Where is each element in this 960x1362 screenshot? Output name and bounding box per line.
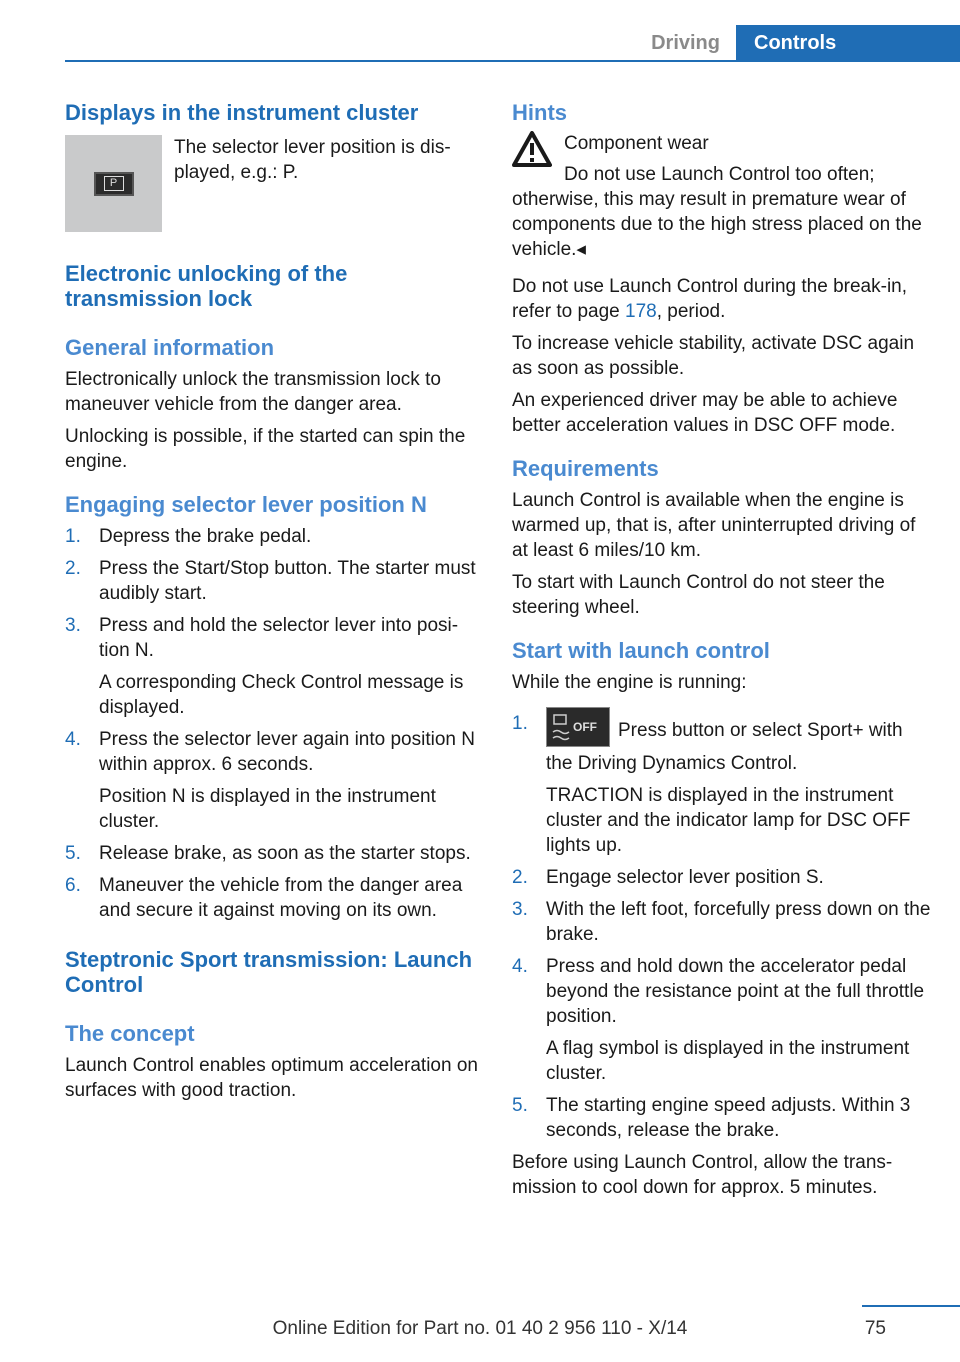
list-item (512, 954, 932, 1086)
heading-requirements: Requirements (512, 456, 659, 481)
paragraph: To increase vehicle stability, activate DSC again as soon as possible. (512, 333, 915, 379)
list-item (65, 556, 480, 606)
section-label: Driving (651, 32, 720, 54)
paragraph: Electronically unlock the transmission lock to maneuver vehicle from the danger area. (65, 369, 441, 415)
hint-text: otherwise, this may result in premature wear of components due to the high stress placed on the vehicle.◂ (512, 189, 922, 260)
selector-figure-row (65, 135, 480, 232)
heading-the-concept: The concept (65, 1021, 195, 1046)
paragraph: Before using Launch Control, allow the transmission to cool down for approx. 5 minutes. (512, 1152, 893, 1198)
step-number: 5. (65, 843, 81, 864)
step-number: 3. (65, 615, 81, 636)
step-number: 6. (65, 875, 81, 896)
list-item (65, 841, 480, 866)
step-text: Maneuver the vehicle from the danger area and secure it against moving on its own. (99, 875, 463, 921)
step-number: 1. (512, 713, 528, 734)
paragraph: Launch Control enables optimum acceleration on surfaces with good traction. (65, 1055, 478, 1101)
list-item (65, 524, 480, 549)
list-item (512, 711, 932, 858)
text-span: Do not use Launch Control during the break-in, refer to page (512, 276, 908, 322)
list-item (512, 1093, 932, 1143)
step-number: 4. (512, 956, 528, 977)
dsc-off-label: OFF (573, 720, 597, 734)
footer-edition: Online Edition for Part no. 01 40 2 956 110 - X/14 (272, 1318, 688, 1339)
paragraph: An experienced driver may be able to achieve better acceleration values in DSC OFF mode. (512, 390, 898, 436)
step-number: 5. (512, 1095, 528, 1116)
step-text-span: Press button or select Sport+ with the Driving Dynamics Control. (546, 720, 903, 774)
step-note: TRACTION is displayed in the instrument cluster and the indicator lamp for DSC OFF lights up. (546, 785, 911, 856)
paragraph: Unlocking is possible, if the started can spin the engine. (65, 426, 466, 472)
steps-list-right (512, 711, 932, 1143)
step-text: Engage selector lever position S. (546, 867, 824, 888)
step-number: 2. (512, 867, 528, 888)
chapter-tab: Controls (736, 25, 960, 61)
heading-start-launch-control: Start with launch control (512, 638, 770, 663)
footer-rule (862, 1305, 960, 1307)
selector-symbol: P (104, 176, 124, 191)
step-text: With the left foot, forcefully press down on the brake. (546, 899, 931, 945)
page-header (65, 25, 960, 61)
heading-hints: Hints (512, 100, 567, 125)
page-number: 75 (864, 1318, 886, 1339)
selector-display-icon (94, 172, 134, 196)
step-text: Press and hold the selector lever into position N. (99, 615, 459, 661)
list-item (65, 873, 480, 923)
heading-displays: Displays in the instrument cluster (65, 100, 419, 125)
step-text: Release brake, as soon as the starter stops. (99, 843, 471, 864)
list-item (512, 865, 932, 890)
hint-body (564, 125, 875, 187)
selector-position-image (65, 135, 162, 232)
paragraph-break-in (512, 274, 932, 324)
hint-block (512, 125, 932, 187)
paragraph: The selector lever position is displayed, e.g.: P. (174, 137, 451, 183)
text-span: , period. (656, 301, 726, 322)
paragraph: Launch Control is available when the engine is warmed up, that is, after uninterrupted driving of at least 6 miles/10 km. (512, 490, 916, 561)
hint-first-line: Do not use Launch Control too often; (564, 164, 875, 185)
right-column (512, 100, 932, 1207)
heading-electronic-unlocking: Electronic unlocking of the transmission lock (65, 261, 348, 311)
list-item (65, 727, 480, 834)
hint-heading: Component wear (564, 133, 709, 154)
heading-general-information: General information (65, 335, 275, 360)
step-text: Depress the brake pedal. (99, 526, 312, 547)
page-link-178[interactable]: 178 (625, 301, 657, 322)
dsc-off-button-icon (546, 707, 610, 747)
step-text: Press the selector lever again into position N within approx. 6 seconds. (99, 729, 475, 775)
steps-list-left (65, 524, 480, 923)
paragraph: To start with Launch Control do not steer the steering wheel. (512, 572, 885, 618)
header-rule (65, 60, 960, 62)
heading-engaging-n: Engaging selector lever position N (65, 492, 427, 517)
step-number: 3. (512, 899, 528, 920)
step-number: 2. (65, 558, 81, 579)
step-note: A flag symbol is displayed in the instrument cluster. (546, 1038, 910, 1084)
paragraph: While the engine is running: (512, 672, 747, 693)
step-note: Position N is displayed in the instrument cluster. (99, 786, 436, 832)
step-text: Press the Start/Stop button. The starter must audibly start. (99, 558, 476, 604)
step-note: A corresponding Check Control message is displayed. (99, 672, 464, 718)
list-item (512, 897, 932, 947)
step-text: Press and hold down the accelerator pedal beyond the resistance point at the full throttle position. (546, 956, 925, 1027)
step-text (546, 711, 932, 776)
step-text: The starting engine speed adjusts. Within 3 seconds, release the brake. (546, 1095, 911, 1141)
list-item (65, 613, 480, 720)
step-number: 1. (65, 526, 81, 547)
step-number: 4. (65, 729, 81, 750)
warning-triangle-icon (512, 131, 552, 167)
left-column (65, 100, 480, 1110)
heading-steptronic-launch-control: Steptronic Sport transmission: Launch Control (65, 947, 473, 997)
